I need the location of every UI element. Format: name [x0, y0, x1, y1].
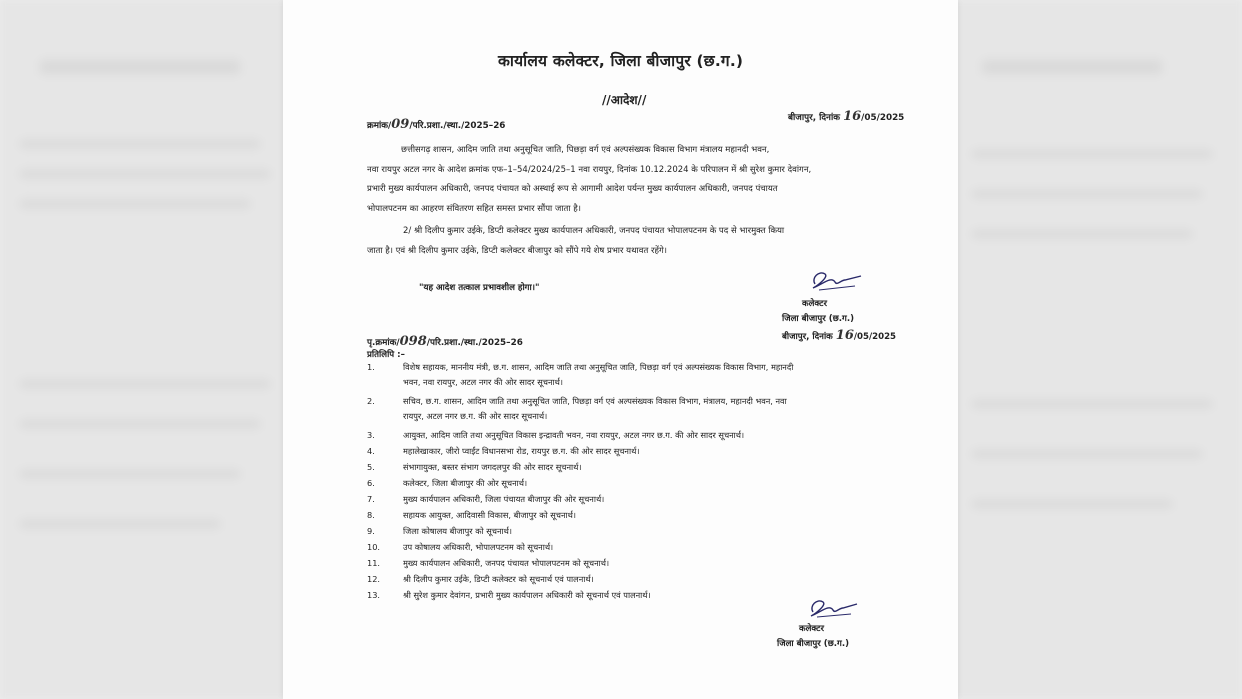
copy-to-label: प्रतिलिपि :– — [367, 350, 405, 360]
effect-note: "यह आदेश तत्काल प्रभावशील होगा।" — [419, 283, 540, 293]
signature1-designation: कलेक्टर — [802, 299, 827, 309]
handwritten-sig-date-day: 16 — [835, 328, 854, 343]
order-paragraph-1: छत्तीसगढ़ शासन, आदिम जाति तथा अनुसूचित जाति, पिछड़ा वर्ग एवं अल्पसंख्यक विकास विभाग मंत्रालय महानदी भवन, नवा रायपुर अटल नगर के आदेश क्रमांक एफ–1–54/2024/25–1 नवा रायपुर, दिनांक 10.12.2024 के परिपालन में श्री सुरेश कुमार देवांगन, प्रभारी मुख्य कार्यपालन अधिकारी, जनपद पंचायत को अस्थाई रूप से आगामी आदेश पर्यन्त मुख्य कार्यपालन अधिकारी, जनपद पंचायत भोपालपटनम का आहरण संवितरण सहित समस्त प्रभार सौंपा जाता है। — [367, 145, 812, 214]
blurred-background-right — [952, 0, 1242, 699]
order-heading: //आदेश// — [602, 93, 647, 107]
endorsement-reference: पृ.क्रमांक/098/परि.प्रशा./स्था./2025–26 — [367, 334, 523, 349]
order-date: बीजापुर, दिनांक 16/05/2025 — [788, 109, 905, 124]
handwritten-date-day: 16 — [843, 109, 862, 124]
signature1-district: जिला बीजापुर (छ.ग.) — [782, 314, 855, 324]
order-paragraph-2: 2/ श्री दिलीप कुमार उईके, डिप्टी कलेक्टर मुख्य कार्यपालन अधिकारी, जनपद पंचायत भोपालपटनम के पद से भारमुक्त किया जाता है। एवं श्री दिलीप कुमार उईके, डिप्टी कलेक्टर बीजापुर को सौंपे गये शेष प्रभार यथावत रहेंगे। — [367, 226, 785, 256]
signature2-district: जिला बीजापुर (छ.ग.) — [777, 639, 850, 649]
order-document-page: कार्यालय कलेक्टर, जिला बीजापुर (छ.ग.) //आदेश// क्रमांक/09/परि.प्रशा./स्था./2025–26 बीजापुर, दिनांक 16/05/2025 छत्तीसगढ़ शासन, आदिम जाति तथा अनुसूचित जाति, पिछड़ा वर्ग एवं अल्पसंख्यक विकास विभाग मंत्रालय महानदी भवन, नवा रायपुर अटल नगर के आदेश क्रमांक एफ–1–54/2024/25–1 नवा रायपुर, दिनांक 10.12.2024 के परिपालन में श्री सुरेश कुमार देवांगन, प्रभारी मुख्य कार्यपालन अधिकारी, जनपद पंचायत को अस्थाई रूप से आगामी आदेश पर्यन्त मुख्य कार्यपालन अधिकारी, जनपद पंचायत भोपालपटनम का आहरण संवितरण सहित समस्त प्रभार सौंपा जाता है। 2/ श्री दिलीप कुमार उईके, डिप्टी कलेक्टर मुख्य कार्यपालन अधिकारी, जनपद पंचायत भोपालपटनम के पद से भारमुक्त किया जाता है। एवं श्री दिलीप कुमार उईके, डिप्टी कलेक्टर बीजापुर को सौंपे गये शेष प्रभार यथावत रहेंगे। "यह आदेश तत्काल प्रभावशील होगा।" कलेक्टर जिला बीजापुर (छ.ग.) बीजापुर, दिनांक 16/05/2025 पृ.क्रमांक/098/परि.प्रशा./स्था./2025–26 प्रतिलिपि :– 1. विशेष सहायक, माननीय मंत्री, छ.ग. शासन, आदिम जाति तथा अनुसूचित जाति, पिछड़ा वर्ग एवं अल्पसंख्यक विकास विभाग, महानदी भवन, नवा रायपुर, अटल नगर की ओर सादर सूचनार्थ। 2. सचिव, छ.ग. शासन, आदिम जाति तथा अनुसूचित जाति, पिछड़ा वर्ग एवं अल्पसंख्यक विकास विभाग, मंत्रालय, महानदी भवन, नवा रायपुर, अटल नगर छ.ग. की ओर सादर सूचनार्थ। 3. आयुक्त, आदिम जाति तथा अनुसूचित विकास इन्द्रावती भवन, नवा रायपुर, अटल नगर छ.ग. की ओर सादर सूचनार्थ। 4. महालेखाकार, जीरो प्वाईंट विधानसभा रोड, रायपुर छ.ग. की ओर सादर सूचनार्थ। 5. संभागायुक्त, बस्तर संभाग जगदलपुर की ओर सादर सूचनार्थ। 6. कलेक्टर, जिला बीजापुर की ओर सूचनार्थ। 7. मुख्य कार्यपालन अधिकारी, जिला पंचायत बीजापुर की ओर सूचनार्थ। 8. सहायक आयुक्त, आदिवासी विकास, बीजापुर को सूचनार्थ। 9. जिला कोषालय बीजापुर को सूचनार्थ। 10. उप कोषालय अधिकारी, भोपालपटनम को सूचनार्थ। 11. मुख्य कार्यपालन अधिकारी, जनपद पंचायत भोपालपटनम को सूचनार्थ। 12. श्री दिलीप कुमार उईके, डिप्टी कलेक्टर को सूचनार्थ एवं पालनार्थ। 13. श्री सुरेश कुमार देवांगन, प्रभारी मुख्य कार्यपालन अधिकारी को सूचनार्थ एवं पालनार्थ। कलेक्टर जिला बीजापुर (छ.ग.) — [283, 0, 958, 699]
collector-signature-1 — [805, 262, 865, 296]
collector-signature-2 — [803, 592, 863, 622]
office-title: कार्यालय कलेक्टर, जिला बीजापुर (छ.ग.) — [498, 52, 744, 70]
signature2-designation: कलेक्टर — [799, 624, 824, 634]
blurred-background-left — [0, 0, 290, 699]
signature1-date: बीजापुर, दिनांक 16/05/2025 — [782, 328, 897, 343]
handwritten-endorsement-number: 098 — [399, 334, 427, 349]
handwritten-order-number: 09 — [391, 117, 410, 132]
order-reference: क्रमांक/09/परि.प्रशा./स्था./2025–26 — [367, 117, 506, 132]
